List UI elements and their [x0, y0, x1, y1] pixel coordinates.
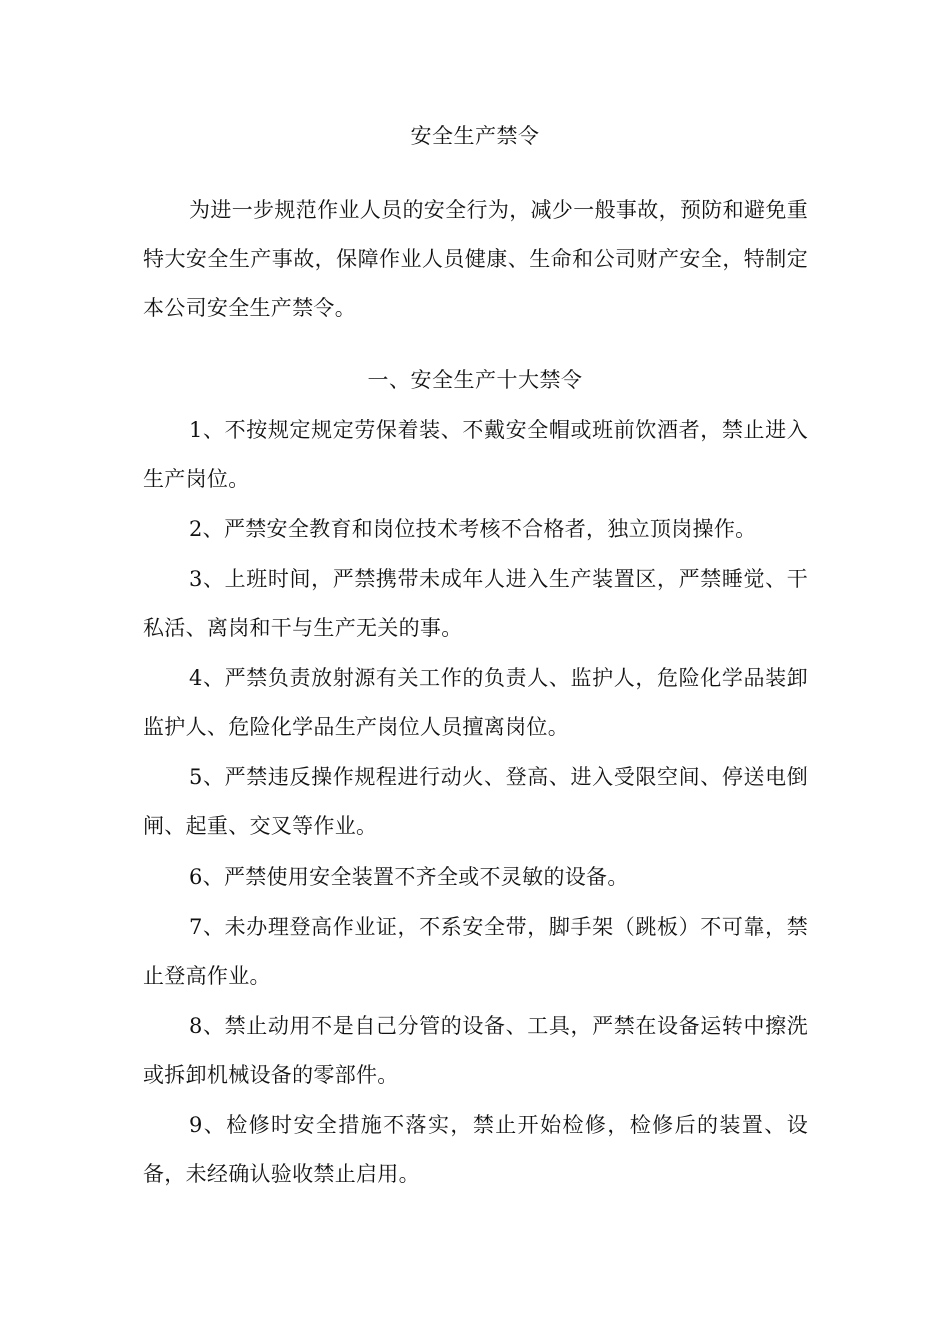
list-item: 3、上班时间，严禁携带未成年人进入生产装置区，严禁睡觉、干私活、离岗和干与生产无关的事。: [143, 567, 808, 640]
list-item: 7、未办理登高作业证，不系安全带，脚手架（跳板）不可靠，禁止登高作业。: [143, 915, 808, 988]
list-item: 2、严禁安全教育和岗位技术考核不合格者，独立顶岗操作。: [189, 517, 757, 541]
list-item: 9、检修时安全措施不落实，禁止开始检修，检修后的装置、设备，未经确认验收禁止启用。: [143, 1113, 808, 1186]
list-item: 4、严禁负责放射源有关工作的负责人、监护人，危险化学品装卸监护人、危险化学品生产岗位人员擅离岗位。: [143, 666, 808, 739]
document-title: 安全生产禁令: [410, 124, 540, 148]
list-item: 1、不按规定规定劳保着装、不戴安全帽或班前饮酒者，禁止进入生产岗位。: [143, 418, 808, 491]
list-item: 5、严禁违反操作规程进行动火、登高、进入受限空间、停送电倒闸、起重、交叉等作业。: [143, 765, 808, 838]
section-heading: 一、安全生产十大禁令: [367, 368, 583, 392]
intro-paragraph: 为进一步规范作业人员的安全行为，减少一般事故，预防和避免重特大安全生产事故，保障作业人员健康、生命和公司财产安全，特制定本公司安全生产禁令。: [143, 198, 808, 320]
list-item: 8、禁止动用不是自己分管的设备、工具，严禁在设备运转中擦洗或拆卸机械设备的零部件。: [143, 1014, 808, 1087]
list-item: 6、严禁使用安全装置不齐全或不灵敏的设备。: [189, 865, 629, 889]
